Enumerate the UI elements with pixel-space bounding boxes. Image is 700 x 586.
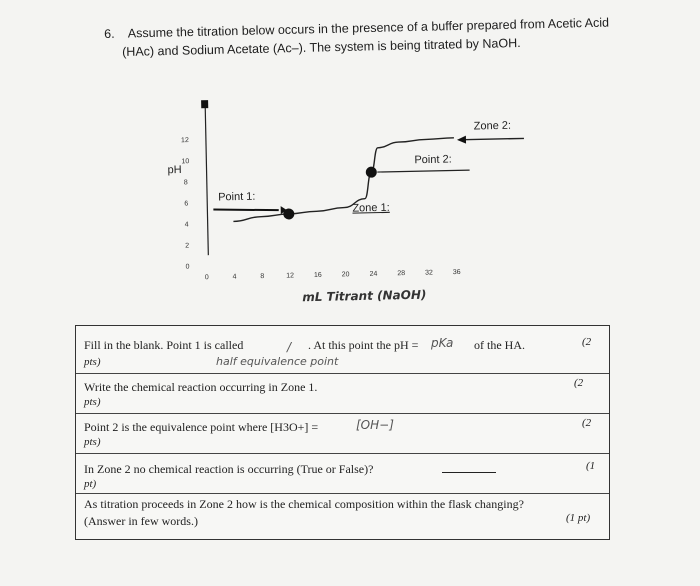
row1-text-b: . At this point the pH =: [308, 338, 419, 352]
row2-text: Write the chemical reaction occurring in Zone 1.: [84, 380, 318, 394]
x-tick-label: 8: [260, 273, 265, 281]
table-row: [76, 414, 609, 454]
row5-text-2: (Answer in few words.): [84, 514, 198, 528]
row1-hand-pka: pKa: [431, 336, 454, 350]
row2-points-label: pts): [84, 396, 101, 408]
zone-2-arrowhead: [457, 136, 466, 144]
row3-text: Point 2 is the equivalence point where [H3O+] =: [84, 420, 319, 434]
y-tick-label: 12: [180, 137, 189, 145]
row1-hand-answer: half equivalence point: [216, 355, 339, 368]
y-tick-label: 4: [184, 221, 189, 229]
point-2-label: Point 2:: [414, 153, 452, 167]
row3-points-label: pts): [84, 436, 101, 448]
x-tick-label: 4: [232, 273, 237, 281]
x-axis-label: mL Titrant (NaOH): [302, 287, 427, 305]
series-line: [232, 138, 456, 222]
row1-mark: /: [287, 340, 292, 354]
row4-text: In Zone 2 no chemical reaction is occurring (True or False)?: [84, 462, 374, 476]
axis-marker: [201, 100, 208, 108]
x-tick-label: 0: [204, 274, 209, 282]
x-tick-label: 36: [452, 268, 461, 277]
y-tick-label: 2: [185, 242, 190, 250]
row4-points-label: pt): [84, 478, 97, 490]
y-tick-label: 6: [184, 200, 189, 208]
zone-2-label: Zone 2:: [473, 119, 512, 133]
x-tick-label: 32: [425, 269, 433, 277]
point-1-arrow: [213, 208, 278, 211]
y-tick-label: 8: [183, 179, 188, 187]
zone-2-line: [464, 138, 524, 139]
row1-points-label: pts): [84, 356, 101, 368]
point-2-marker: [366, 167, 377, 178]
row5-points: (1 pt): [566, 512, 591, 524]
x-tick-label: 16: [313, 271, 322, 279]
row5-text-1: As titration proceeds in Zone 2 how is the chemical composition within the flask changing?: [84, 497, 524, 511]
x-tick-label: 12: [286, 272, 295, 280]
y-axis-label: pH: [167, 163, 182, 177]
table-row: [76, 494, 609, 540]
table-row: [76, 454, 609, 494]
y-tick-label: 0: [185, 263, 190, 271]
row2-points: (2: [574, 377, 584, 389]
x-tick-label: 24: [369, 270, 378, 278]
row3-hand: [OH−]: [356, 418, 394, 432]
row1-text-c: of the HA.: [474, 338, 525, 352]
row1-text-a: Fill in the blank. Point 1 is called: [84, 338, 244, 352]
zone-1-label: Zone 1:: [352, 201, 390, 215]
question-number: 6.: [104, 26, 115, 41]
x-tick-label: 20: [341, 271, 350, 279]
x-tick-label: 28: [397, 270, 406, 278]
y-tick-label: 10: [181, 158, 190, 166]
question-text-1: Assume the titration below occurs in the presence of a buffer prepared from Acetic Acid: [127, 15, 610, 41]
point-2-line: [377, 170, 469, 172]
row1-points: (2: [582, 336, 592, 348]
y-axis-line: [205, 103, 208, 255]
row4-blank[interactable]: [442, 462, 496, 477]
table-row: [76, 326, 609, 374]
row4-points: (1: [586, 460, 596, 472]
question-line-2: (HAc) and Sodium Acetate (Ac–). The system is being titrated by NaOH.: [122, 35, 521, 59]
row3-points: (2: [582, 417, 592, 429]
question-table: [75, 325, 610, 540]
point-1-label: Point 1:: [217, 190, 256, 204]
table-row: [76, 374, 609, 414]
